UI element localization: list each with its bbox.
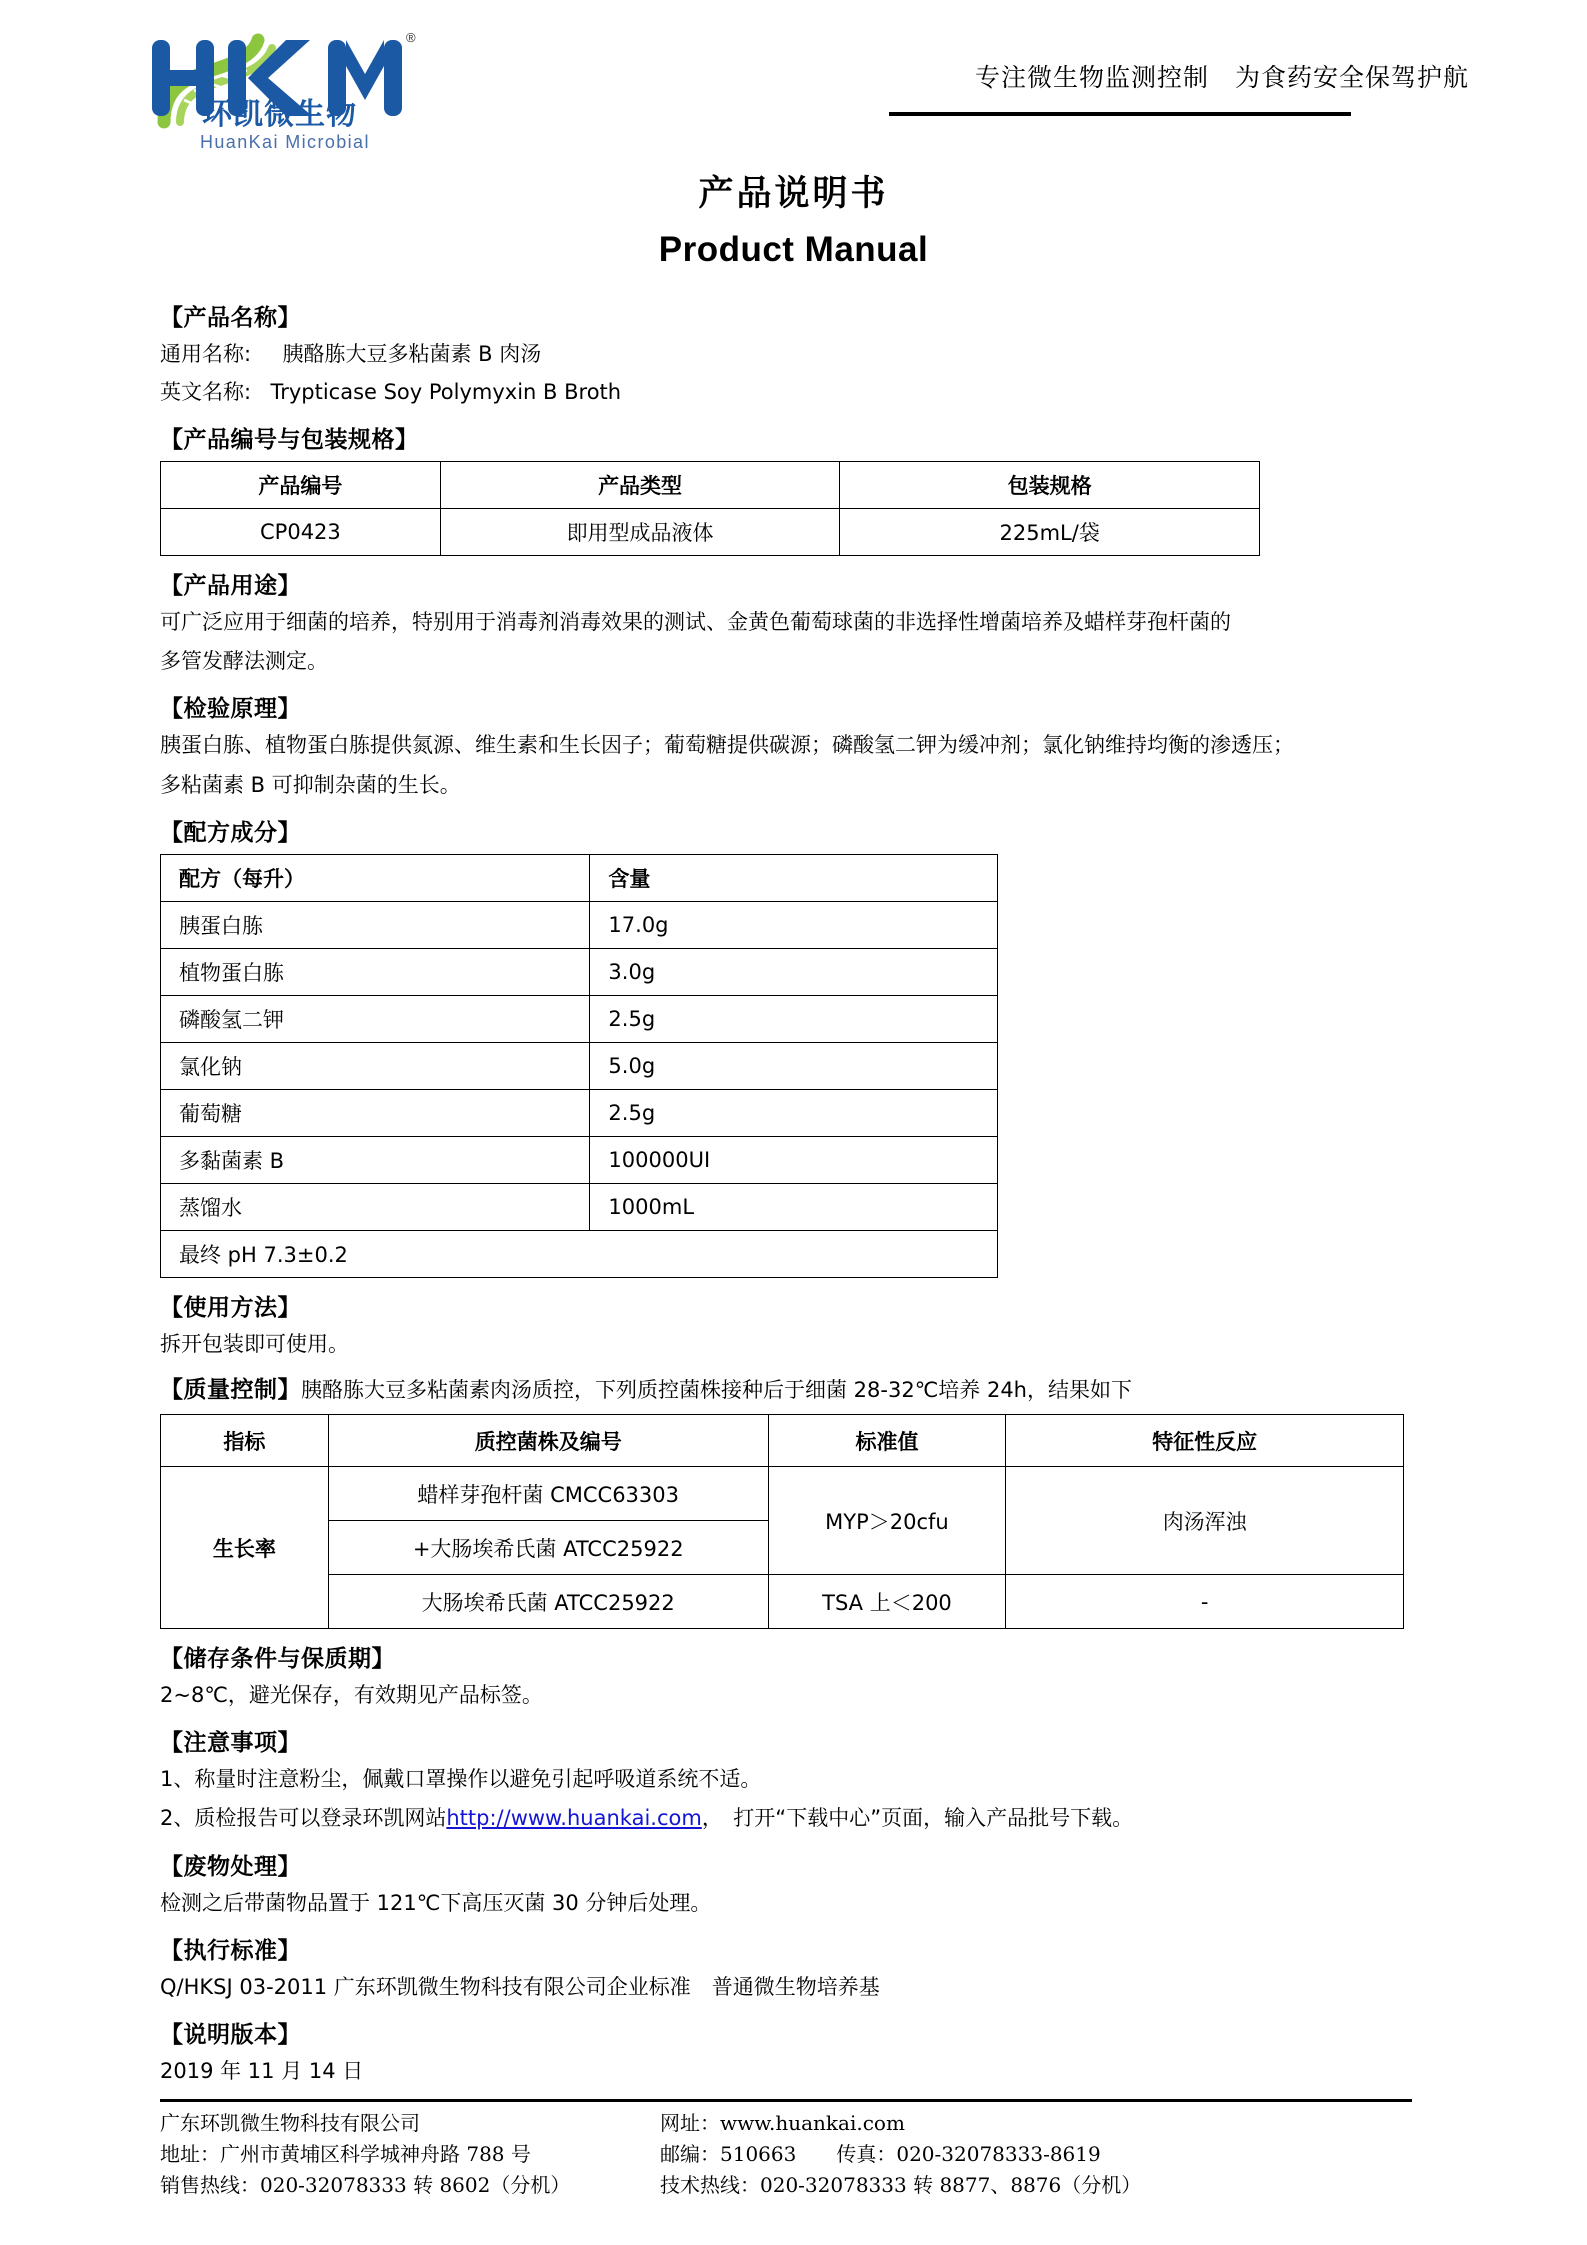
spec-col-package: 包装规格 [840, 462, 1260, 509]
formula-name: 多黏菌素 B [161, 1136, 590, 1183]
table-row [161, 1575, 1404, 1629]
logo-en-text: HuanKai Microbial [200, 132, 370, 152]
qc-strain-1: 蜡样芽孢杆菌 CMCC63303 [328, 1467, 768, 1521]
table-row [161, 1467, 1404, 1521]
logo-cn-text: 环凯微生物 [202, 97, 357, 132]
table-row [161, 1042, 998, 1089]
section-heading-spec: 【产品编号与包装规格】 [160, 427, 419, 454]
formula-col-name: 配方（每升） [161, 854, 590, 901]
footer-tech-hotline: 技术热线：020-32078333 转 8877、8876（分机） [660, 2172, 1142, 2197]
spec-col-code: 产品编号 [161, 462, 441, 509]
section-heading-precautions: 【注意事项】 [160, 1730, 301, 1757]
hkm-logo [150, 0, 420, 153]
footer-sales-hotline: 销售热线：020-32078333 转 8602（分机） [160, 2172, 571, 2197]
footer-website: 网址：www.huankai.com [660, 2110, 905, 2135]
formula-name: 胰蛋白胨 [161, 901, 590, 948]
usage-line-1: 可广泛应用于细菌的培养，特别用于消毒剂消毒效果的测试、金黄色葡萄球菌的非选择性增菌培养及蜡样芽孢杆菌的 [160, 610, 1231, 635]
section-heading-formula: 【配方成分】 [160, 819, 301, 846]
formula-amount: 3.0g [590, 948, 998, 995]
section-heading-standard: 【执行标准】 [160, 1937, 301, 1964]
spec-value-package: 225mL/袋 [840, 509, 1260, 556]
usage-line-2: 多管发酵法测定。 [160, 649, 328, 674]
table-row [161, 1089, 998, 1136]
table-row [161, 1183, 998, 1230]
formula-amount: 100000UI [590, 1136, 998, 1183]
formula-name: 植物蛋白胨 [161, 948, 590, 995]
formula-name: 氯化钠 [161, 1042, 590, 1089]
generic-name-value: 胰酪胨大豆多粘菌素 B 肉汤 [282, 342, 542, 366]
waste-text: 检测之后带菌物品置于 121℃下高压灭菌 30 分钟后处理。 [160, 1890, 712, 1915]
table-row-ph [161, 1230, 998, 1277]
table-header-row [161, 462, 1260, 509]
table-row [161, 901, 998, 948]
footer-address: 地址：广州市黄埔区科学城神舟路 788 号 [160, 2141, 531, 2166]
section-heading-product-name: 【产品名称】 [160, 305, 301, 331]
spec-col-type: 产品类型 [440, 462, 840, 509]
storage-text: 2~8℃，避光保存，有效期见产品标签。 [160, 1683, 543, 1708]
section-heading-principle: 【检验原理】 [160, 696, 301, 723]
qc-col-standard: 标准值 [768, 1415, 1006, 1467]
formula-amount: 5.0g [590, 1042, 998, 1089]
section-heading-version: 【说明版本】 [160, 2021, 301, 2048]
page-title-cn: 产品说明书 [698, 174, 889, 214]
qc-reaction-none: - [1006, 1575, 1404, 1629]
page-title-en: Product Manual [658, 230, 929, 269]
page-footer [160, 2099, 1412, 2201]
formula-amount: 1000mL [590, 1183, 998, 1230]
footer-company-name: 广东环凯微生物科技有限公司 [160, 2110, 420, 2135]
section-heading-waste: 【废物处理】 [160, 1853, 301, 1880]
table-header-row [161, 1415, 1404, 1467]
formula-name: 蒸馏水 [161, 1183, 590, 1230]
qc-indicator-growth-rate: 生长率 [161, 1467, 329, 1629]
header-tagline: 专注微生物监测控制 为食药安全保驾护航 [974, 63, 1469, 92]
hkm-logo-svg [150, 26, 418, 134]
quality-heading-label: 【质量控制】 [160, 1376, 301, 1403]
header-tagline-area [420, 0, 1469, 122]
precaution-item-2-post: ， 打开“下载中心”页面，输入产品批号下载。 [701, 1806, 1134, 1831]
principle-line-2: 多粘菌素 B 可抑制杂菌的生长。 [160, 772, 461, 797]
precaution-item-2-pre: 2、质检报告可以登录环凯网站 [160, 1806, 447, 1831]
table-row [161, 1136, 998, 1183]
spec-value-code: CP0423 [161, 509, 441, 556]
formula-amount: 17.0g [590, 901, 998, 948]
quality-intro-text: 胰酪胨大豆多粘菌素肉汤质控，下列质控菌株接种后于细菌 28-32℃培养 24h，结果如下 [301, 1377, 1132, 1402]
principle-line-1: 胰蛋白胨、植物蛋白胨提供氮源、维生素和生长因子；葡萄糖提供碳源；磷酸氢二钾为缓冲剂；氯化钠维持均衡的渗透压； [160, 733, 1294, 758]
generic-name-label: 通用名称: [160, 342, 252, 366]
footer-postcode-fax: 邮编：510663 传真：020-32078333-8619 [660, 2141, 1101, 2166]
formula-name: 葡萄糖 [161, 1089, 590, 1136]
qc-col-indicator: 指标 [161, 1415, 329, 1467]
precaution-item-2 [160, 1800, 1412, 1836]
header-divider [889, 112, 1351, 116]
formula-final-ph: 最终 pH 7.3±0.2 [161, 1230, 998, 1277]
formula-table [160, 854, 998, 1278]
standard-text: Q/HKSJ 03-2011 广东环凯微生物科技有限公司企业标准 普通微生物培养基 [160, 1974, 880, 1999]
table-header-row [161, 854, 998, 901]
formula-amount: 2.5g [590, 1089, 998, 1136]
formula-name: 磷酸氢二钾 [161, 995, 590, 1042]
version-date: 2019 年 11 月 14 日 [160, 2058, 364, 2083]
section-heading-method: 【使用方法】 [160, 1294, 301, 1321]
section-heading-quality [160, 1373, 1412, 1408]
precaution-item-1: 1、称量时注意粉尘，佩戴口罩操作以避免引起呼吸道系统不适。 [160, 1767, 762, 1792]
table-row [161, 948, 998, 995]
huankai-website-link[interactable]: http://www.huankai.com [446, 1806, 702, 1831]
formula-amount: 2.5g [590, 995, 998, 1042]
spec-table [160, 461, 1260, 556]
spec-value-type: 即用型成品液体 [440, 509, 840, 556]
section-heading-usage: 【产品用途】 [160, 573, 301, 600]
registered-mark: ® [406, 30, 416, 45]
qc-standard-myp: MYP＞20cfu [768, 1467, 1006, 1575]
method-text: 拆开包装即可使用。 [160, 1331, 349, 1356]
footer-company-column [160, 2108, 660, 2201]
qc-col-strain: 质控菌株及编号 [328, 1415, 768, 1467]
quality-control-table [160, 1414, 1404, 1629]
english-name-row [160, 374, 1412, 410]
english-name-label: 英文名称: [160, 380, 252, 405]
table-row [161, 995, 998, 1042]
section-heading-storage: 【储存条件与保质期】 [160, 1646, 395, 1673]
qc-strain-3: 大肠埃希氏菌 ATCC25922 [328, 1575, 768, 1629]
page-header [0, 0, 1587, 150]
english-name-value: Trypticase Soy Polymyxin B Broth [270, 380, 622, 405]
footer-contact-column [660, 2108, 1412, 2201]
document-body [0, 270, 1587, 2089]
generic-name-row [160, 336, 1412, 372]
qc-standard-tsa: TSA 上＜200 [768, 1575, 1006, 1629]
qc-col-reaction: 特征性反应 [1006, 1415, 1404, 1467]
qc-strain-2: +大肠埃希氏菌 ATCC25922 [328, 1521, 768, 1575]
table-row [161, 509, 1260, 556]
formula-col-amount: 含量 [590, 854, 998, 901]
qc-reaction-turbid: 肉汤浑浊 [1006, 1467, 1404, 1575]
